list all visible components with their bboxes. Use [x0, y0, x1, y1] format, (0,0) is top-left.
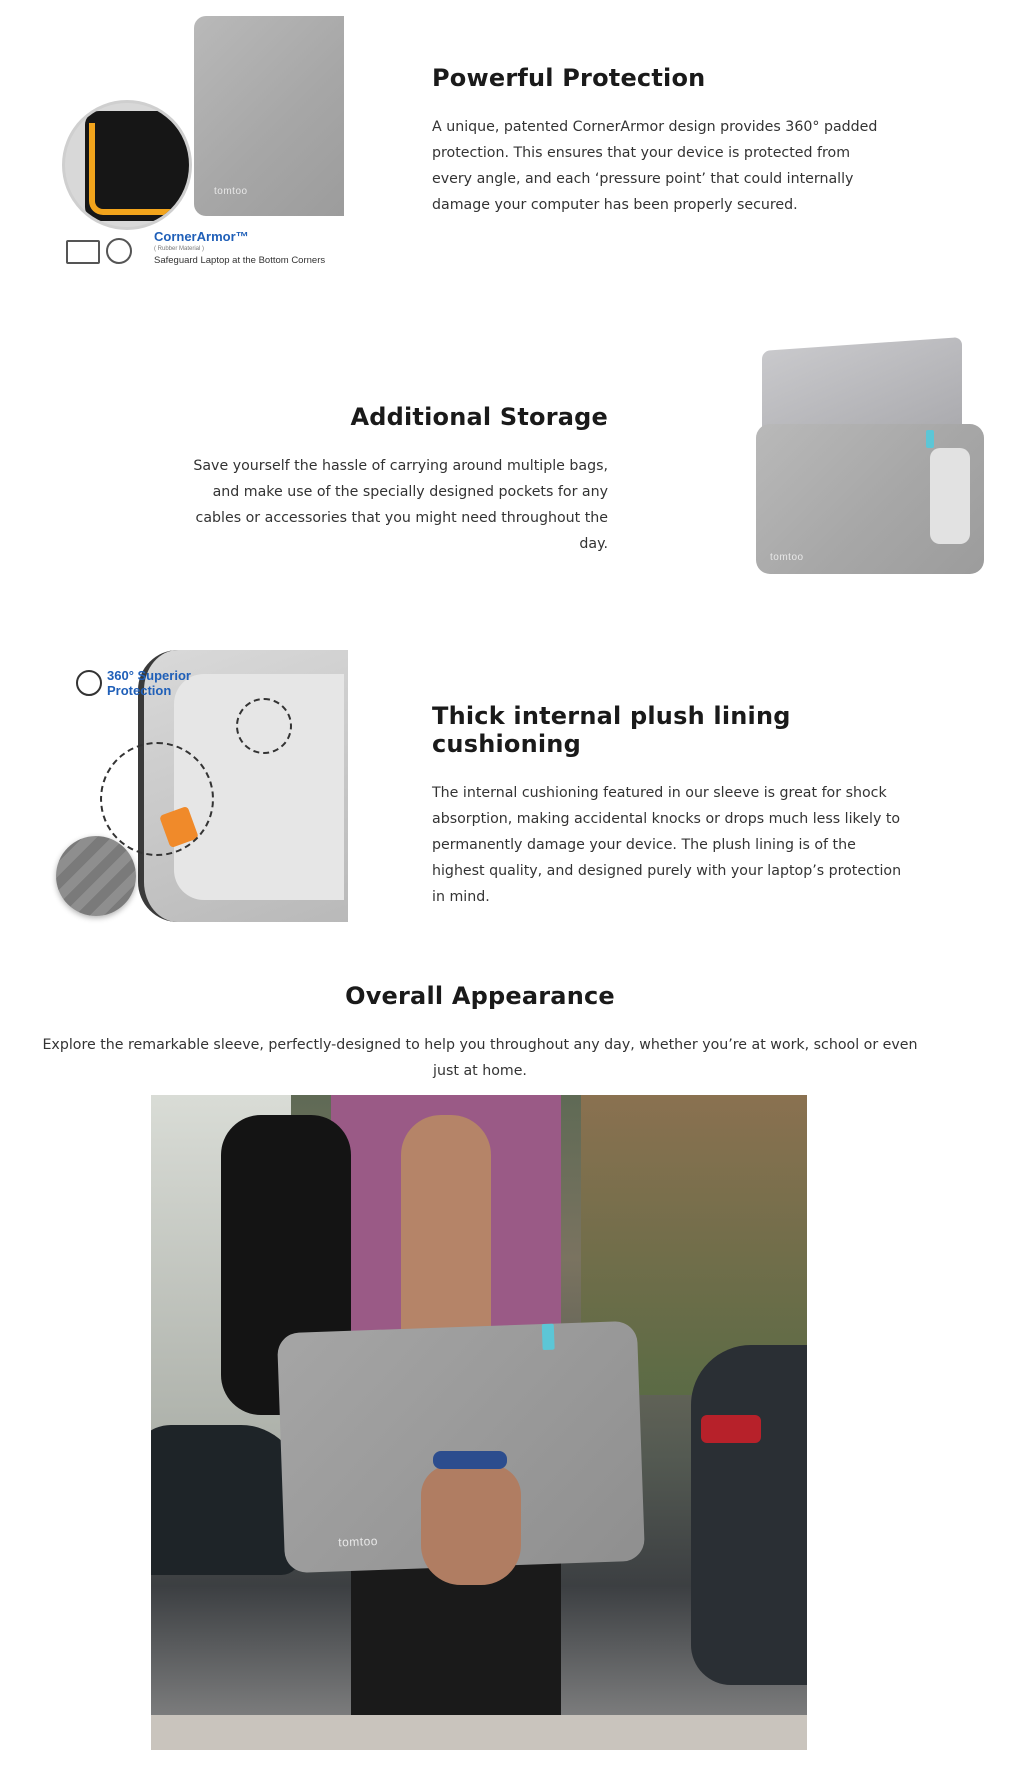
- section-overall-appearance: [32, 982, 928, 1084]
- section-title: Powerful Protection: [432, 64, 706, 92]
- section-title: Additional Storage: [350, 403, 608, 431]
- section-title: Thick internal plush lining cushioning: [432, 702, 791, 758]
- feature-caption: Safeguard Laptop at the Bottom Corners: [154, 255, 326, 266]
- section-additional-storage: [168, 403, 608, 557]
- detail-circle-small: [236, 698, 292, 754]
- plush-lining-image: [52, 650, 342, 924]
- wristband: [433, 1451, 507, 1469]
- section-text: The internal cushioning featured in our sleeve is great for shock absorption, making accidental knocks or drops much less likely to permanently damage your device. The plush lining is of the highest quality, and designed purely with your laptop’s protection in mind.: [432, 785, 902, 905]
- section-text: Explore the remarkable sleeve, perfectly-designed to help you throughout any day, whether you’re at work, school or even just at home.: [42, 1037, 918, 1079]
- feature-title: CornerArmor™: [154, 229, 249, 244]
- brand-label: tomtoo: [770, 552, 804, 563]
- shield-check-icon: [106, 238, 132, 264]
- section-text: Save yourself the hassle of carrying around multiple bags, and make use of the specially designed pockets for any cables or accessories that you might need throughout the day.: [193, 458, 608, 552]
- feature-subtitle: ( Rubber Material ): [154, 246, 205, 252]
- hand: [421, 1465, 521, 1585]
- car-left: [151, 1425, 301, 1575]
- sleeve-corner: [194, 16, 344, 216]
- magnifier-circle: [62, 100, 192, 230]
- section-title: Overall Appearance: [345, 982, 615, 1010]
- lifestyle-photo: [151, 1095, 807, 1750]
- section-plush-lining: [432, 702, 902, 910]
- brand-label: tomtoo: [214, 186, 248, 197]
- fabric-swatch: [56, 836, 136, 916]
- sleeve-body: [756, 424, 984, 574]
- protection-badge: 360° Superior Protection: [107, 668, 191, 698]
- badge-icon: [76, 670, 102, 696]
- brand-label: tomtoo: [338, 1533, 379, 1550]
- car-right: [691, 1345, 807, 1685]
- corner-armor-image: [62, 14, 340, 272]
- detail-circle-large: [100, 742, 214, 856]
- laptop-in-sleeve-image: [756, 340, 988, 580]
- laptop-outline-icon: [66, 240, 100, 264]
- section-powerful-protection: [432, 64, 892, 218]
- section-text: A unique, patented CornerArmor design provides 360° padded protection. This ensures that your device is protected from every angle, and each ‘pressure point’ that could internally damage your computer has been properly secured.: [432, 119, 878, 213]
